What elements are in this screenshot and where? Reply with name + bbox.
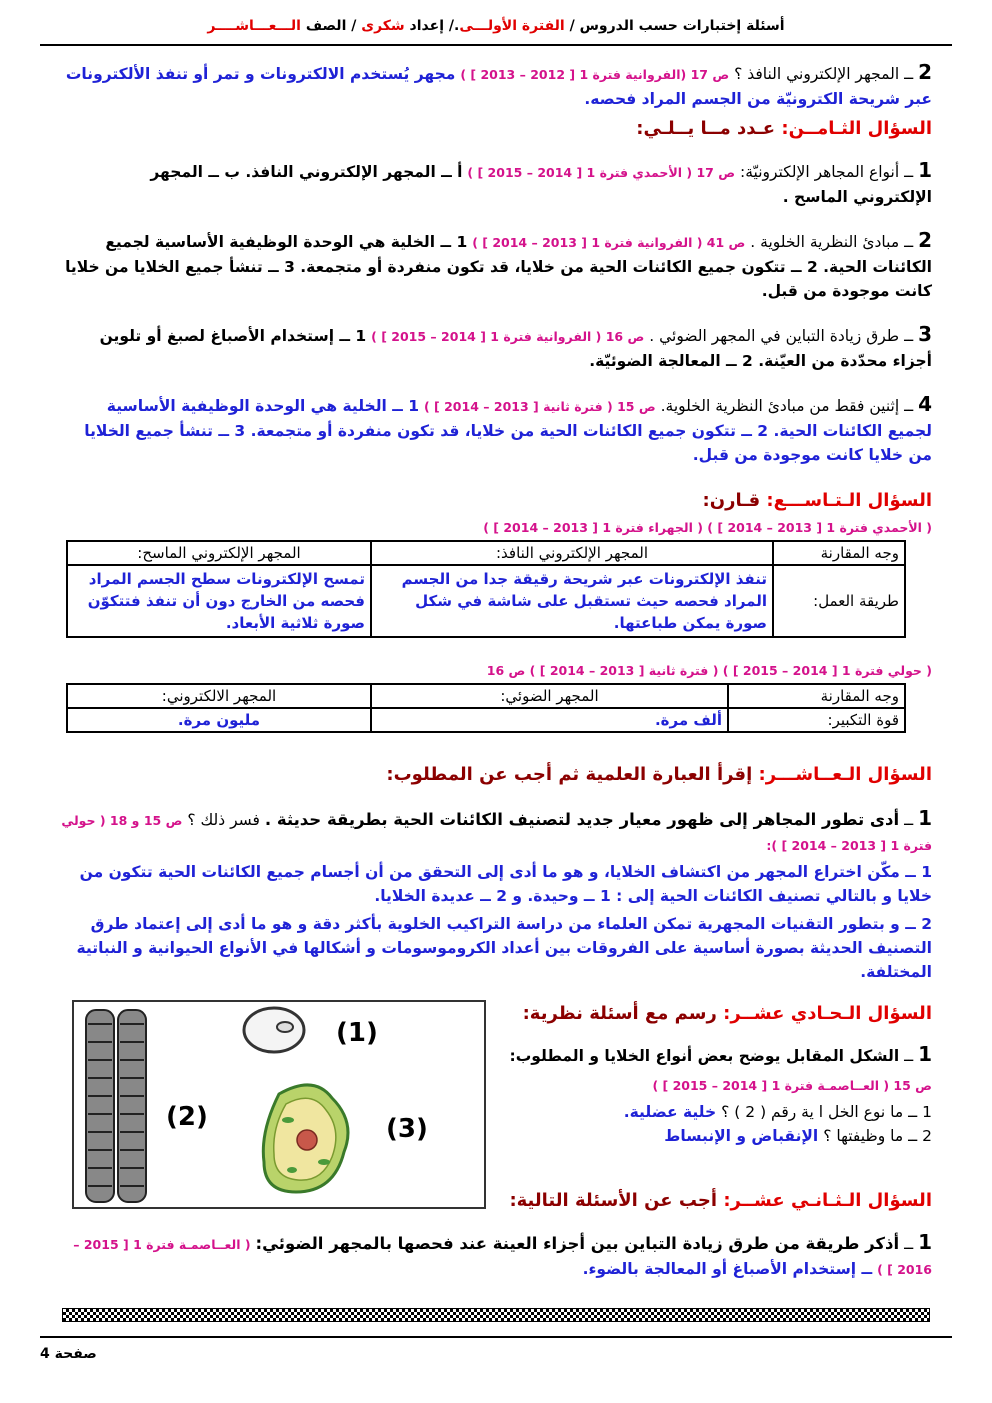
q8-item-1: 1 ــ أنواع المجاهر الإلكترونيّة: ص 17 ( الأحمدي فترة 1 [ 2014 – 2015 ] ) أ ــ المجهر الإلكتروني النافذ. ب ــ المجهر الإلكتروني الماسح . [150,158,932,206]
row-label: طريقة العمل: [773,565,905,637]
answer-text: 1 ــ الخلية هي الوحدة الوظيفية الأساسية لجميع الكائنات الحية. 2 ــ تتكون جميع الكائنات الحية من خلايا، قد تكون منفردة أو متجمعة. 3 ــ تنشأ جميع الخلايا من خلايا كانت موجودة من قبل. [65,233,932,300]
reference: ص 16 ( الفروانية فترة 1 [ 2014 – 2015 ] ) [371,329,645,344]
question-instruction: إقرأ العبارة العلمية ثم أجب عن المطلوب: [386,764,753,785]
question-text: أنواع المجاهر الإلكترونيّة: [739,163,900,181]
answer-text: مجهر يُستخدم الالكترونات و تمر أو تنفذ الألكترونات عبر شريحة الكترونيّة من الجسم المراد فحصه. [65,65,932,108]
q7-item-2: 2 ــ المجهر الإلكتروني النافذ ؟ ص 17 (الفروانية فترة 1 [ 2012 – 2013 ] ) مجهر يُستخدم الالكترونات و تمر أو تنفذ الألكترونات عبر شريحة الكترونيّة من الجسم المراد فحصه. [65,60,932,108]
reference: ص 15 ( فترة ثانية [ 2013 – 2014 ] ) [423,399,656,414]
header-col-2: المجهر الالكتروني: [67,684,371,708]
q11-sub-2 [664,1124,932,1148]
muscle-cell-drawing [86,1010,146,1202]
q11-item-1: 1 ــ الشكل المقابل يوضح بعض أنواع الخلايا و المطلوب: [509,1042,932,1066]
table-cell: تمسح الإلكترونات سطح الجسم المراد فحصه من الخارج دون أن تنفذ فتتكوّن صورة ثلاثية الأبعاد. [67,565,371,637]
q8-title [636,118,932,139]
table-cell: مليون مرة. [67,708,371,732]
q8-item-3: 3 ــ طرق زيادة التباين في المجهر الضوئي . ص 16 ( الفروانية فترة 1 [ 2014 – 2015 ] ) 1 ــ إستخدام الأصباغ لصبغ أو تلوين أجزاء محدّدة من العيّنة. 2 ــ المعالجة الضوئيّة. [99,322,932,370]
figure-label-1: (1) [336,1018,378,1048]
figure-label-2: (2) [166,1102,208,1132]
header-text: أسئلة إختبارات حسب الدروس / [564,18,785,34]
q8-item-4: 4 ــ إثنين فقط من مبادئ النظرية الخلوية. ص 15 ( فترة ثانية [ 2013 – 2014 ] ) 1 ــ الخلية هي الوحدة الوظيفية الأساسية لجميع الكائنات الحية. 2 ــ تتكون جميع الكائنات الحية من خلايا، قد تكون منفردة أو متجمعة. 3 ــ تنشأ جميع الخلايا من خلايا كانت موجودة من قبل. [84,392,932,464]
plant-cell-drawing [263,1085,348,1192]
question-text: أذكر طريقة من طرق زيادة التباين بين أجزاء العينة عند فحصها بالمجهر الضوئي: [255,1234,900,1253]
item-number: 1 [918,806,932,830]
item-number: 4 [918,392,932,416]
q9-table2-reference: ( حولي فترة 1 [ 2014 – 2015 ] ) ( فترة ثانية [ 2013 – 2014 ] ) ص 16 [486,663,932,678]
question-text: المجهر الإلكتروني النافذ ؟ [734,65,900,83]
question-text: مبادئ النظرية الخلوية . [750,233,900,251]
statement-text: أدى تطور المجاهر إلى ظهور معيار جديد لتصنيف الكائنات الحية بطريقة حديثة . [264,810,900,829]
item-number: 1 [918,1042,932,1066]
q10-title [386,764,932,785]
answer-text: أ ــ المجهر الإلكتروني النافذ. ب ــ المجهر الإلكتروني الماسح . [150,163,932,206]
question-label: السؤال الثـامــن: [781,118,932,139]
header-col-2: المجهر الإلكتروني الماسح: [67,541,371,565]
reference: ص 41 ( الفروانية فترة 1 [ 2013 – 2014 ] ) [472,235,746,250]
reference: ( العــاصمـة فترة 1 [ 2015 – 2016 ] ) [73,1237,932,1277]
header-aspect: وجه المقارنة [728,684,905,708]
figure-label-3: (3) [386,1114,428,1144]
sub-answer: خلية عضلية. [623,1103,717,1121]
cell-diagrams [74,1002,484,1207]
q11-reference: ص 15 ( العــاصمـة فترة 1 [ 2014 – 2015 ] ) [652,1078,932,1093]
q11-title [523,1003,932,1024]
table-row [67,565,905,637]
header-text: / الصف [300,18,362,34]
table-cell: ألف مرة. [371,708,728,732]
header-text: ./ إعداد [404,18,460,34]
item-number: 1 [918,1230,932,1254]
question-text: طرق زيادة التباين في المجهر الضوئي . [649,327,900,345]
answer-text: ــ إستخدام الأصباغ أو المعالجة بالضوء. [582,1260,873,1278]
answer-text: 1 ــ إستخدام الأصباغ لصبغ أو تلوين أجزاء محدّدة من العيّنة. 2 ــ المعالجة الضوئيّة. [99,327,932,370]
header-divider [40,44,952,46]
q12-title [509,1190,932,1211]
question-instruction: أجب عن الأسئلة التالية: [509,1190,718,1211]
answer-text: 1 ــ الخلية هي الوحدة الوظيفية الأساسية لجميع الكائنات الحية. 2 ــ تتكون جميع الكائنات الحية من خلايا، قد تكون منفردة أو متجمعة. 3 ــ تنشأ جميع الخلايا من خلايا كانت موجودة من قبل. [84,397,932,464]
header-author: شكرى [361,18,405,34]
question-label: السؤال الـتـاســـع: [766,490,932,511]
header-aspect: وجه المقارنة [773,541,905,565]
q11-sub-1 [624,1100,932,1124]
header-col-1: المجهر الإلكتروني النافذ: [371,541,773,565]
comparison-table-2 [66,683,906,733]
page-number: صفحة 4 [40,1346,97,1362]
header-period: الفترة الأولـــى [459,18,565,34]
q10-answer-2: 2 ــ و بتطور التقنيات المجهرية تمكن العلماء من دراسة التراكيب الخلوية بأكثر دقة و هو ما أدى إلى إعتماد طرق التصنيف الحديثة بصورة أساسية على الفروقات بين أعداد الكروموسومات و أشكالها في الأنواع الحيوانية و النباتية المختلفة. [76,915,932,981]
header-grade: الـــعـــاشــــر [207,18,301,34]
decorative-border [62,1308,930,1322]
question-label: السؤال الـعــاشـــر: [758,764,932,785]
item-number: 2 [918,60,932,84]
question-label: السؤال الـثـانـي عشــر: [723,1190,932,1211]
question-text: فسر ذلك ؟ [187,811,260,829]
egg-cell-drawing [244,1008,304,1052]
table-row [67,708,905,732]
q9-title [703,490,932,511]
q9-table1-reference: ( الأحمدي فترة 1 [ 2013 – 2014 ] ) ( الجهراء فترة 1 [ 2013 – 2014 ] ) [483,520,932,535]
header-col-1: المجهر الضوئي: [371,684,728,708]
reference: ص 17 ( الأحمدي فترة 1 [ 2014 – 2015 ] ) [467,165,736,180]
reference: ص 17 (الفروانية فترة 1 [ 2012 – 2013 ] ) [460,67,730,82]
question-instruction: عـدد مــا يــلـي: [636,118,776,139]
row-label: قوة التكبير: [728,708,905,732]
question-instruction: رسم مع أسئلة نظرية: [522,1003,717,1024]
sub-question: 2 ــ ما وظيفتها ؟ [823,1127,932,1145]
question-instruction: قـارن: [702,490,761,511]
item-number: 1 [918,158,932,182]
comparison-table-1 [66,540,906,638]
page-header [100,18,892,34]
footer-divider [40,1336,952,1338]
item-number: 3 [918,322,932,346]
sub-question: 1 ــ ما نوع الخل ا ية رقم ( 2 ) ؟ [721,1103,932,1121]
q8-item-2: 2 ــ مبادئ النظرية الخلوية . ص 41 ( الفروانية فترة 1 [ 2013 – 2014 ] ) 1 ــ الخلية هي الوحدة الوظيفية الأساسية لجميع الكائنات الحية. 2 ــ تتكون جميع الكائنات الحية من خلايا، قد تكون منفردة أو متجمعة. 3 ــ تنشأ جميع الخلايا من خلايا كانت موجودة من قبل. [65,228,932,300]
question-text: إثنين فقط من مبادئ النظرية الخلوية. [660,397,900,415]
reference: ص 15 و 18 ( حولي فترة 1 [ 2013 – 2014 ] ): [61,813,932,853]
cell-types-figure [72,1000,486,1209]
q12-item-1: 1 ــ أذكر طريقة من طرق زيادة التباين بين أجزاء العينة عند فحصها بالمجهر الضوئي: ( العــاصمـة فترة 1 [ 2015 – 2016 ] ) ــ إستخدام الأصباغ أو المعالجة بالضوء. [73,1230,932,1278]
q10-item-1: 1 ــ أدى تطور المجاهر إلى ظهور معيار جديد لتصنيف الكائنات الحية بطريقة حديثة . فسر ذلك ؟ ص 15 و 18 ( حولي فترة 1 [ 2013 – 2014 ] ): [61,806,932,853]
table-header-row [67,684,905,708]
question-label: السؤال الـحـادي عشــر: [723,1003,932,1024]
sub-answer: الإنقباض و الإنبساط [664,1127,819,1145]
q10-answer-1: 1 ــ مكّن اختراع المجهر من اكتشاف الخلايا، و هو ما أدى إلى التحقق من أن أجسام جميع الكائنات الحية تتكون من خلايا و بالتالي تصنيف الكائنات الحية إلى : 1 ــ وحيدة. و 2 ــ عديدة الخلايا. [79,863,932,905]
question-text: الشكل المقابل يوضح بعض أنواع الخلايا و المطلوب: [509,1047,900,1065]
table-header-row [67,541,905,565]
table-cell: تنفذ الإلكترونات عبر شريحة رقيقة جدا من الجسم المراد فحصه حيث تستقبل على شاشة في شكل صورة يمكن طباعتها. [371,565,773,637]
item-number: 2 [918,228,932,252]
